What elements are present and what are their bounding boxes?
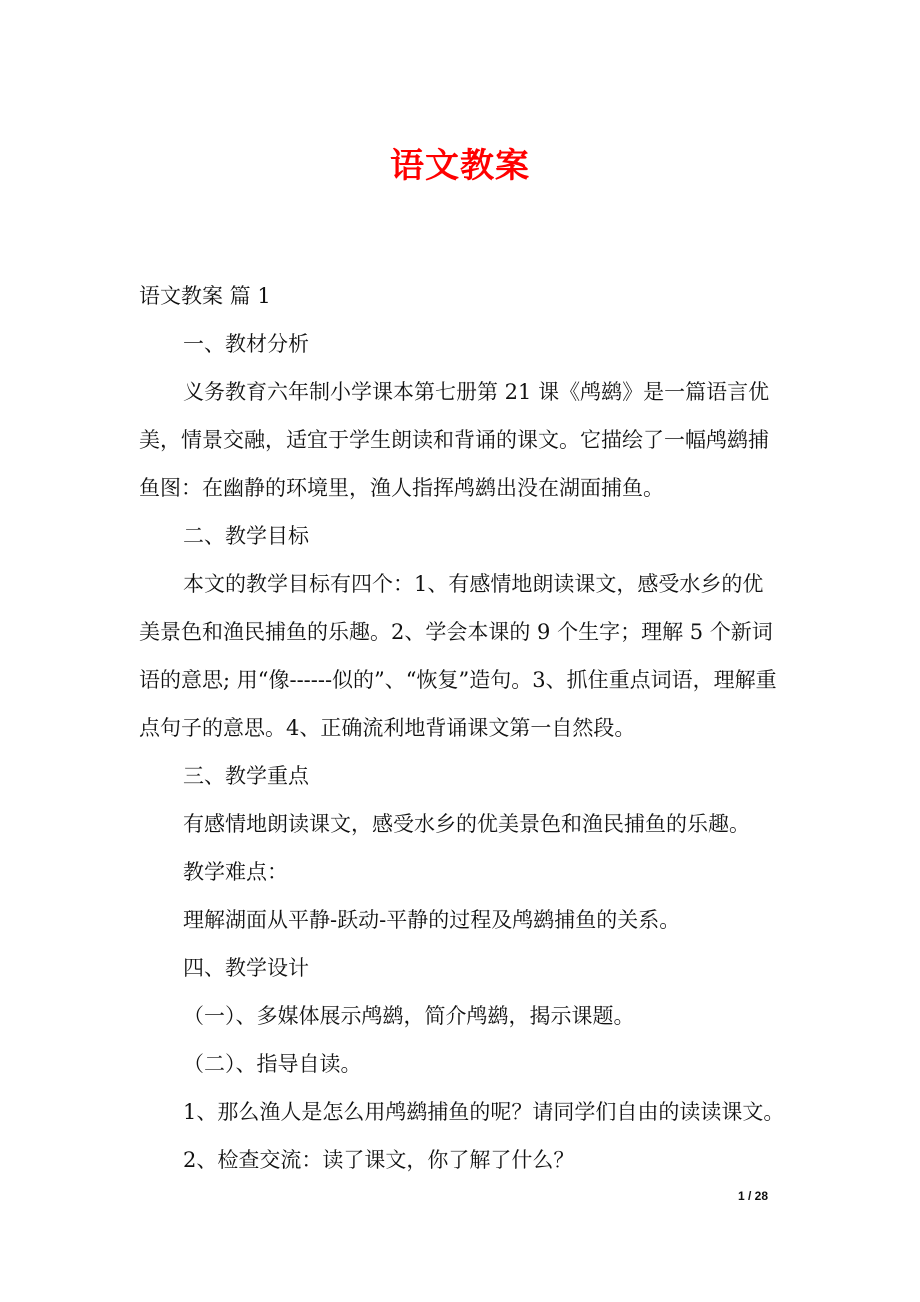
section-heading: 语文教案 篇 1 [139,284,271,308]
paragraph-line: 鱼图：在幽静的环境里，渔人指挥鸬鹚出没在湖面捕鱼。 [139,476,664,500]
heading-teaching-design: 四、教学设计 [183,956,309,980]
paragraph-line: 理解湖面从平静-跃动-平静的过程及鸬鹚捕鱼的关系。 [183,908,681,932]
heading-teaching-goals: 二、教学目标 [183,524,309,548]
heading-teaching-focus: 三、教学重点 [183,764,309,788]
paragraph-line: 点句子的意思。4、正确流利地背诵课文第一自然段。 [139,716,636,740]
paragraph-line: 美景色和渔民捕鱼的乐趣。2、学会本课的 9 个生字；理解 5 个新词 [139,620,773,644]
document-title: 语文教案 [390,146,530,186]
paragraph-line: 义务教育六年制小学课本第七册第 21 课《鸬鹚》是一篇语言优 [183,380,770,404]
paragraph-line: 语的意思; 用“像------似的”、“恢复”造句。3、抓住重点词语，理解重 [139,668,777,692]
subheading-difficulty: 教学难点： [183,860,288,884]
paragraph-line: 1、那么渔人是怎么用鸬鹚捕鱼的呢？请同学们自由的读读课文。 [183,1100,785,1124]
page-number: 1 / 28 [738,1189,769,1203]
paragraph-line: （二）、指导自读。 [183,1052,362,1076]
paragraph-line: 2、检查交流：读了课文，你了解了什么？ [183,1148,575,1172]
paragraph-line: （一）、多媒体展示鸬鹚，简介鸬鹚，揭示课题。 [183,1004,635,1028]
paragraph-line: 本文的教学目标有四个：1、有感情地朗读课文，感受水乡的优 [183,572,764,596]
heading-materials-analysis: 一、教材分析 [183,332,309,356]
paragraph-line: 美，情景交融，适宜于学生朗读和背诵的课文。它描绘了一幅鸬鹚捕 [139,428,769,452]
paragraph-line: 有感情地朗读课文，感受水乡的优美景色和渔民捕鱼的乐趣。 [183,812,750,836]
